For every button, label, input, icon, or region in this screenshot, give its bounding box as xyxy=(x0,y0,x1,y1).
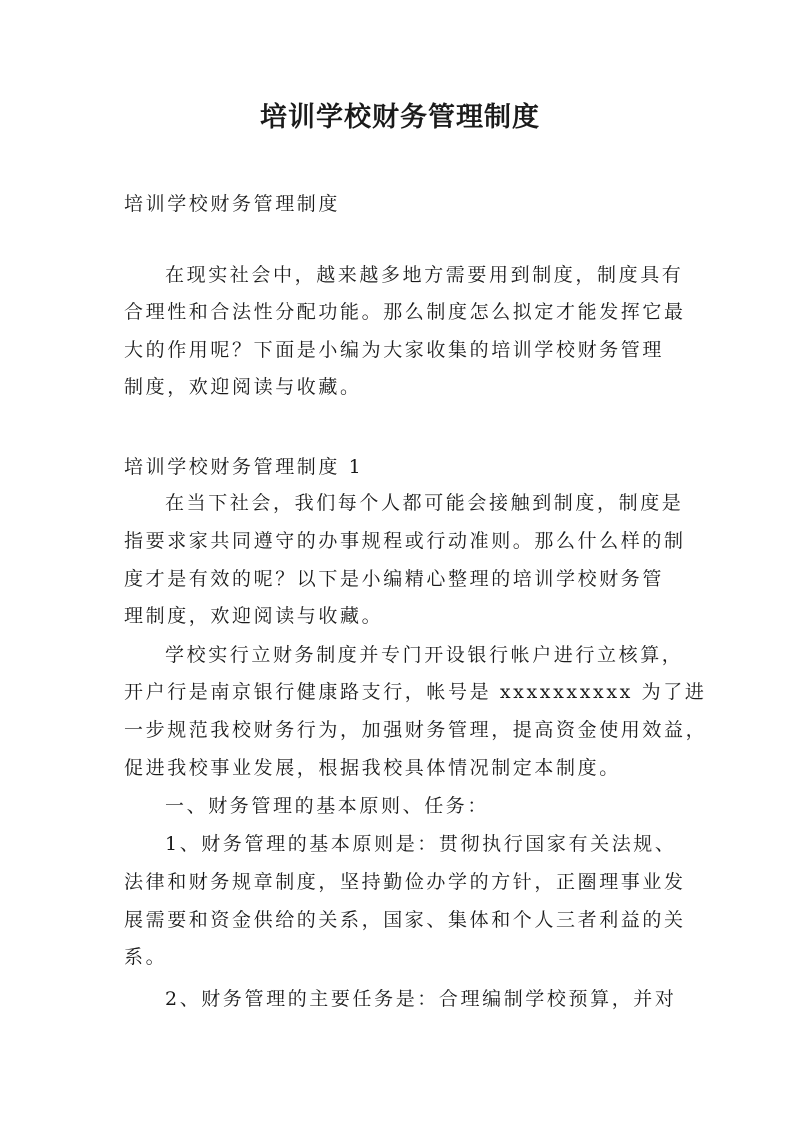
paragraph-line: 理制度，欢迎阅读与收藏。 xyxy=(124,605,384,627)
document-title: 培训学校财务管理制度 xyxy=(260,102,540,133)
paragraph-line: 学校实行立财务制度并专门开设银行帐户进行立核算， xyxy=(165,644,684,666)
paragraph-line: 在当下社会，我们每个人都可能会接触到制度，制度是 xyxy=(165,492,684,514)
intro-line: 制度，欢迎阅读与收藏。 xyxy=(124,376,362,398)
paragraph-line: 一步规范我校财务行为，加强财务管理，提高资金使用效益， xyxy=(124,719,708,741)
intro-line: 大的作用呢？下面是小编为大家收集的培训学校财务管理 xyxy=(124,339,665,361)
intro-line: 在现实社会中，越来越多地方需要用到制度，制度具有 xyxy=(165,264,684,286)
list-item-line: 1、财务管理的基本原则是：贯彻执行国家有关法规、 xyxy=(165,833,677,855)
list-item-line: 展需要和资金供给的关系，国家、集体和个人三者利益的关 xyxy=(124,909,686,931)
paragraph-line: 促进我校事业发展，根据我校具体情况制定本制度。 xyxy=(124,757,621,779)
list-item-line: 法律和财务规章制度，坚持勤俭办学的方针，正圈理事业发 xyxy=(124,871,686,893)
heading-one: 一、财务管理的基本原则、任务： xyxy=(165,795,490,817)
intro-line: 合理性和合法性分配功能。那么制度怎么拟定才能发挥它最 xyxy=(124,301,686,323)
paragraph-line: 开户行是南京银行健康路支行，帐号是 xxxxxxxxxx 为了进 xyxy=(124,681,707,703)
list-item-line: 系。 xyxy=(124,946,168,968)
paragraph-line: 指要求家共同遵守的办事规程或行动准则。那么什么样的制 xyxy=(124,530,686,552)
paragraph-line: 度才是有效的呢？以下是小编精心整理的培训学校财务管 xyxy=(124,568,665,590)
list-item-line: 2、财务管理的主要任务是：合理编制学校预算，并对 xyxy=(165,988,677,1010)
document-subtitle: 培训学校财务管理制度 xyxy=(124,193,341,215)
section-heading: 培训学校财务管理制度 1 xyxy=(124,456,364,478)
